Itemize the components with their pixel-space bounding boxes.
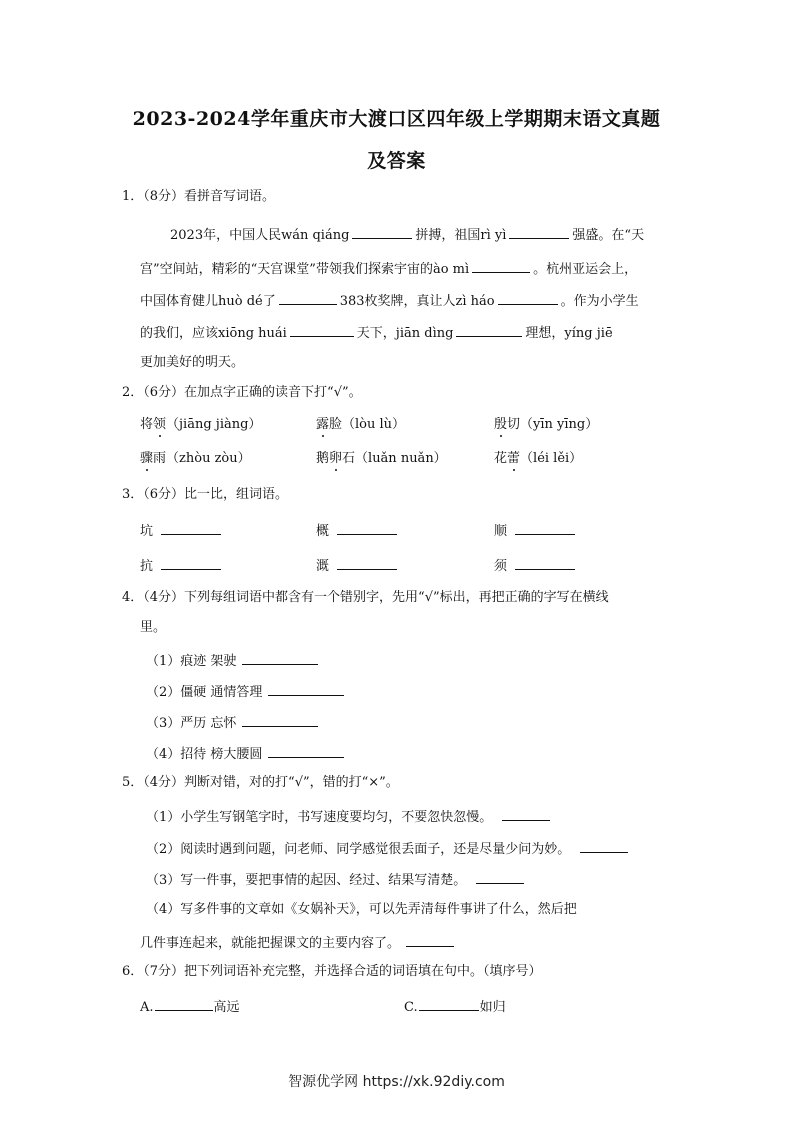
word-item: 须 bbox=[494, 555, 578, 576]
word-item: 溉 bbox=[316, 555, 400, 576]
answer-blank[interactable] bbox=[268, 743, 344, 758]
judge-item: （1）小学生写钢笔字时，书写速度要均匀，不要忽快忽慢。 bbox=[146, 806, 553, 827]
answer-blank[interactable] bbox=[290, 322, 354, 337]
judge-item: （3）写一件事，要把事情的起因、经过、结果写清楚。 bbox=[146, 869, 527, 890]
pinyin-choice[interactable]: 骤雨（zhòu zòu） bbox=[140, 451, 251, 466]
answer-blank[interactable] bbox=[242, 712, 318, 727]
question-2-heading: 2．（6分）在加点字正确的读音下打“√”。 bbox=[122, 385, 362, 400]
pinyin-choice[interactable]: 花蕾（léi lěi） bbox=[494, 451, 583, 466]
judge-item: （4）写多件事的文章如《女娲补天》，可以先弄清每件事讲了什么，然后把 bbox=[146, 902, 577, 917]
question-1-line-2: 宫”空间站，精彩的“天宫课堂”带领我们探索宇宙的ào mì 。杭州亚运会上， bbox=[140, 258, 637, 279]
question-4-heading: 4．（4分）下列每组词语中都含有一个错别字，先用“√”标出，再把正确的字写在横线 bbox=[122, 590, 609, 605]
question-6-heading: 6．（7分）把下列词语补充完整，并选择合适的词语填在句中。（填序号） bbox=[122, 964, 542, 979]
answer-blank[interactable] bbox=[515, 555, 575, 570]
answer-blank[interactable] bbox=[476, 869, 524, 884]
word-item: 概 bbox=[316, 520, 400, 541]
answer-blank[interactable] bbox=[580, 838, 628, 853]
answer-blank[interactable] bbox=[161, 555, 221, 570]
footer-watermark: 智源优学网 https://xk.92diy.com bbox=[288, 1074, 505, 1090]
judge-item: （2）阅读时遇到问题，问老师、同学感觉很丢面子，还是尽量少问为妙。 bbox=[146, 838, 631, 859]
question-1-heading: 1．（8分）看拼音写词语。 bbox=[122, 189, 276, 204]
answer-blank[interactable] bbox=[279, 290, 337, 305]
answer-blank[interactable] bbox=[155, 996, 213, 1011]
correction-item: （4）招待 榜大腰圆 bbox=[146, 743, 347, 764]
answer-blank[interactable] bbox=[509, 224, 569, 239]
question-1-line-5: 更加美好的明天。 bbox=[140, 355, 245, 370]
answer-blank[interactable] bbox=[498, 290, 558, 305]
question-1-line-4: 的我们，应该xiōng huái 天下，jiān dìng 理想，yíng jiē bbox=[140, 322, 613, 343]
question-5-heading: 5．（4分）判断对错，对的打“√”，错的打“×”。 bbox=[122, 775, 399, 790]
answer-blank[interactable] bbox=[502, 806, 550, 821]
question-1-line-3: 中国体育健儿huò dé了 383枚奖牌，真让人zì háo 。作为小学生 bbox=[140, 290, 639, 311]
answer-blank[interactable] bbox=[419, 996, 479, 1011]
pinyin-choice[interactable]: 将领（jiāng jiàng） bbox=[140, 417, 262, 432]
fill-word-c: C. 如归 bbox=[404, 996, 506, 1017]
question-3-heading: 3．（6分）比一比，组词语。 bbox=[122, 487, 289, 502]
correction-item: （2）僵硬 通情答理 bbox=[146, 681, 347, 702]
answer-blank[interactable] bbox=[161, 520, 221, 535]
fill-word-a: A. 高远 bbox=[140, 996, 240, 1017]
word-item: 顺 bbox=[494, 520, 578, 541]
correction-item: （1）痕迹 架驶 bbox=[146, 650, 321, 671]
pinyin-choice[interactable]: 鹅卵石（luǎn nuǎn） bbox=[316, 451, 447, 466]
answer-blank[interactable] bbox=[406, 932, 454, 947]
judge-item-continued: 几件事连起来，就能把握课文的主要内容了。 bbox=[140, 932, 457, 953]
answer-blank[interactable] bbox=[456, 322, 522, 337]
word-item: 抗 bbox=[140, 555, 224, 576]
answer-blank[interactable] bbox=[337, 520, 397, 535]
answer-blank[interactable] bbox=[352, 224, 412, 239]
answer-blank[interactable] bbox=[337, 555, 397, 570]
answer-blank[interactable] bbox=[268, 681, 344, 696]
answer-blank[interactable] bbox=[242, 650, 318, 665]
answer-blank[interactable] bbox=[472, 258, 530, 273]
question-4-heading-continued: 里。 bbox=[140, 620, 167, 635]
page-title: 2023-2024学年重庆市大渡口区四年级上学期期末语文真题 bbox=[132, 108, 661, 130]
pinyin-choice[interactable]: 露脸（lòu lù） bbox=[316, 417, 406, 432]
pinyin-choice[interactable]: 殷切（yīn yīng） bbox=[494, 417, 599, 432]
correction-item: （3）严历 忘怀 bbox=[146, 712, 321, 733]
answer-blank[interactable] bbox=[515, 520, 575, 535]
word-item: 坑 bbox=[140, 520, 224, 541]
page-title-continued: 及答案 bbox=[367, 150, 426, 172]
question-1-line-1: 2023年，中国人民wán qiáng 拼搏，祖国rì yì 强盛。在“天 bbox=[170, 224, 644, 245]
